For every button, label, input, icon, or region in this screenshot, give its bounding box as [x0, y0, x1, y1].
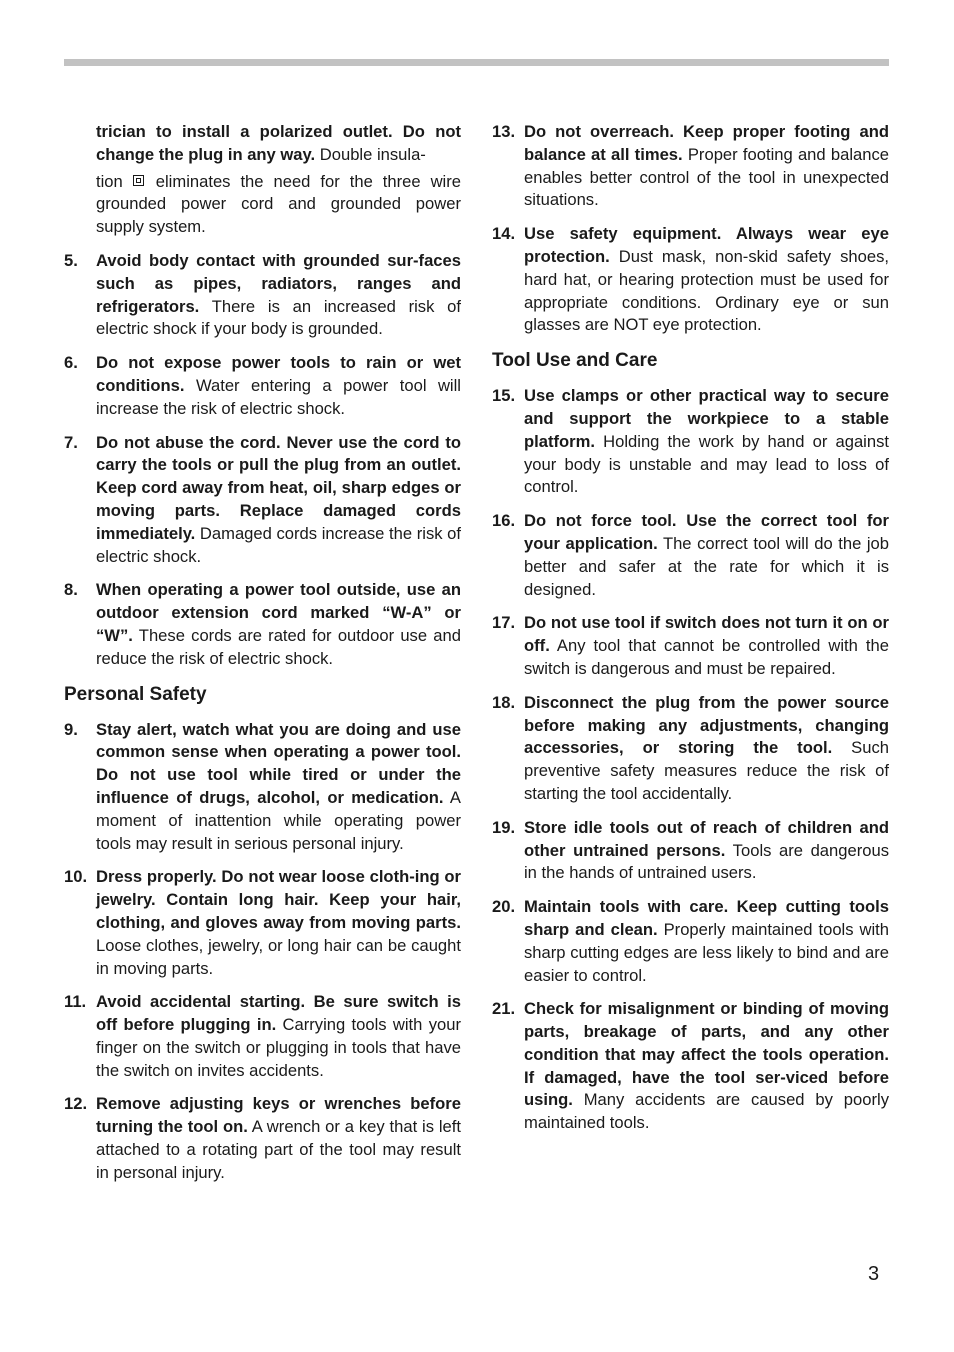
item-number: 16.: [492, 511, 516, 531]
safety-item: [492, 817, 889, 885]
safety-item: [492, 223, 889, 337]
item-number: 20.: [492, 897, 516, 917]
item-text: Holding the work by hand or against your body is unstable and may lead to loss of control.: [524, 431, 889, 497]
continued-text-after-icon: eliminates the need for the three wire grounded power cord and grounded power supply system.: [96, 171, 461, 237]
item-number: 10.: [64, 867, 88, 887]
item-body: [96, 352, 461, 420]
item-body: [96, 432, 461, 569]
item-number: 7.: [64, 432, 78, 452]
item-number: 18.: [492, 692, 516, 712]
item-text: The correct tool will do the job better and safer at the rate for which it is designed.: [524, 533, 889, 599]
safety-item: [492, 510, 889, 601]
continued-text: Double insula-: [315, 144, 426, 164]
item-number: 11.: [64, 992, 87, 1012]
item-bold-text: Do not expose power tools to rain or wet conditions.: [96, 353, 461, 395]
item-body: [96, 991, 461, 1082]
safety-item: [64, 579, 461, 670]
item-body: [96, 250, 461, 341]
continued-bold-text: trician to install a polarized outlet. Do not change the plug in any way.: [96, 122, 461, 164]
item-bold-text: Store idle tools out of reach of children and other untrained persons.: [524, 817, 889, 860]
item-text: Many accidents are caused by poorly maintained tools.: [524, 1090, 889, 1133]
item-body: [96, 1093, 461, 1184]
item-bold-text: Maintain tools with care. Keep cutting tools sharp and clean.: [524, 897, 889, 939]
page-number: 3: [868, 1263, 880, 1285]
right-list-a: [492, 121, 889, 337]
safety-item: [64, 432, 461, 569]
item-text: Carrying tools with your finger on the switch or plugging in tools that have the switch on invites accidents.: [96, 1015, 461, 1080]
item-body: [524, 817, 889, 885]
item-text: Proper footing and balance enables better control of the tool in unexpected situations.: [524, 144, 889, 210]
left-list-a: [64, 250, 461, 671]
item-number: 19.: [492, 817, 516, 837]
item-number: 8.: [64, 580, 78, 600]
item-text: A wrench or a key that is left attached to a rotating part of the tool may result in personal injury.: [96, 1117, 461, 1182]
continued-paragraph-1: [96, 121, 461, 167]
item-text: These cords are rated for outdoor use and reduce the risk of electric shock.: [96, 625, 461, 668]
left-column: [64, 121, 461, 1196]
safety-item: [492, 612, 889, 680]
safety-item: [492, 998, 889, 1135]
item-text: Dust mask, non-skid safety shoes, hard hat, or hearing protection must be used for appropriate conditions. Ordinary eye or sun glasses are NOT eye protection.: [524, 246, 889, 335]
item-number: 5.: [64, 250, 78, 270]
item-bold-text: Avoid accidental starting. Be sure switch is off before plugging in.: [96, 992, 461, 1035]
item-bold-text: Use safety equipment. Always wear eye protection.: [524, 224, 889, 266]
item-body: [524, 998, 889, 1135]
tool-use-and-care-heading: Tool Use and Care: [492, 350, 658, 372]
personal-safety-heading: Personal Safety: [64, 683, 207, 705]
item-body: [524, 692, 889, 806]
item-bold-text: Remove adjusting keys or wrenches before turning the tool on.: [96, 1094, 461, 1137]
safety-item: [64, 352, 461, 420]
item-body: [524, 121, 889, 212]
item-number: 12.: [64, 1094, 88, 1114]
item-bold-text: Disconnect the plug from the power source before making any adjustments, changing accessories, or storing the tool.: [524, 692, 889, 758]
continued-tion-word: tion: [96, 171, 123, 191]
item-text: Properly maintained tools with sharp cutting edges are less likely to bind and are easier to control.: [524, 919, 890, 985]
continued-item-4: [64, 121, 461, 239]
top-rule: [64, 59, 889, 66]
continued-paragraph-2: [96, 171, 461, 239]
item-body: [96, 719, 461, 856]
safety-item: [492, 896, 889, 987]
item-bold-text: Stay alert, watch what you are doing and use common sense when operating a power tool. Do not use tool while tired or under the influence of drugs, alcohol, or medication.: [96, 719, 461, 807]
item-body: [96, 866, 461, 980]
safety-item: [64, 719, 461, 856]
item-body: [96, 579, 461, 670]
item-text: A moment of inattention while operating power tools may result in serious personal injury.: [96, 787, 461, 853]
item-body: [524, 896, 889, 987]
item-bold-text: When operating a power tool outside, use an outdoor extension cord marked “W-A” or “W”.: [96, 580, 461, 645]
item-body: [524, 223, 889, 337]
item-number: 15.: [492, 386, 516, 406]
item-text: Damaged cords increase the risk of electric shock.: [96, 523, 461, 566]
item-number: 14.: [492, 224, 516, 244]
item-number: 17.: [492, 613, 516, 633]
item-bold-text: Avoid body contact with grounded sur-faces such as pipes, radiators, ranges and refrigerators.: [96, 250, 461, 316]
right-column: [492, 121, 889, 1146]
item-bold-text: Check for misalignment or binding of moving parts, breakage of parts, and any other condition that may affect the tools operation. If damaged, have the tool ser-viced before using.: [524, 999, 889, 1110]
item-text: Such preventive safety measures reduce the risk of starting the tool accidentally.: [524, 738, 889, 803]
safety-item: [492, 692, 889, 806]
item-body: [524, 612, 889, 680]
item-bold-text: Do not overreach. Keep proper footing and balance at all times.: [524, 122, 889, 164]
item-text: Tools are dangerous in the hands of untrained users.: [524, 840, 889, 883]
item-bold-text: Do not force tool. Use the correct tool for your application.: [524, 511, 889, 553]
safety-item: [64, 866, 461, 980]
item-number: 6.: [64, 353, 78, 373]
safety-item: [492, 385, 889, 499]
double-insulation-icon: [133, 175, 144, 186]
safety-item: [492, 121, 889, 212]
item-number: 21.: [492, 999, 516, 1019]
safety-item: [64, 250, 461, 341]
item-body: [524, 510, 889, 601]
item-number: 13.: [492, 122, 516, 141]
item-text: Loose clothes, jewelry, or long hair can be caught in moving parts.: [96, 935, 461, 978]
item-bold-text: Do not use tool if switch does not turn it on or off.: [524, 613, 889, 656]
item-bold-text: Use clamps or other practical way to secure and support the workpiece to a stable platform.: [524, 386, 889, 451]
item-text: Water entering a power tool will increase the risk of electric shock.: [96, 375, 461, 418]
item-bold-text: Dress properly. Do not wear loose cloth-ing or jewelry. Contain long hair. Keep your hair, clothing, and gloves away from moving parts.: [96, 867, 461, 932]
safety-item: [64, 1093, 461, 1184]
safety-item: [64, 991, 461, 1082]
item-body: [524, 385, 889, 499]
item-text: Any tool that cannot be controlled with the switch is dangerous and must be repaired.: [524, 636, 889, 678]
item-number: 9.: [64, 719, 78, 739]
left-list-b: [64, 719, 461, 1185]
item-text: There is an increased risk of electric shock if your body is grounded.: [96, 296, 461, 339]
right-list-b: [492, 385, 889, 1135]
item-bold-text: Do not abuse the cord. Never use the cord to carry the tools or pull the plug from an outlet. Keep cord away from heat, oil, sharp edges or moving parts. Replace damaged cords immediately.: [96, 432, 461, 543]
